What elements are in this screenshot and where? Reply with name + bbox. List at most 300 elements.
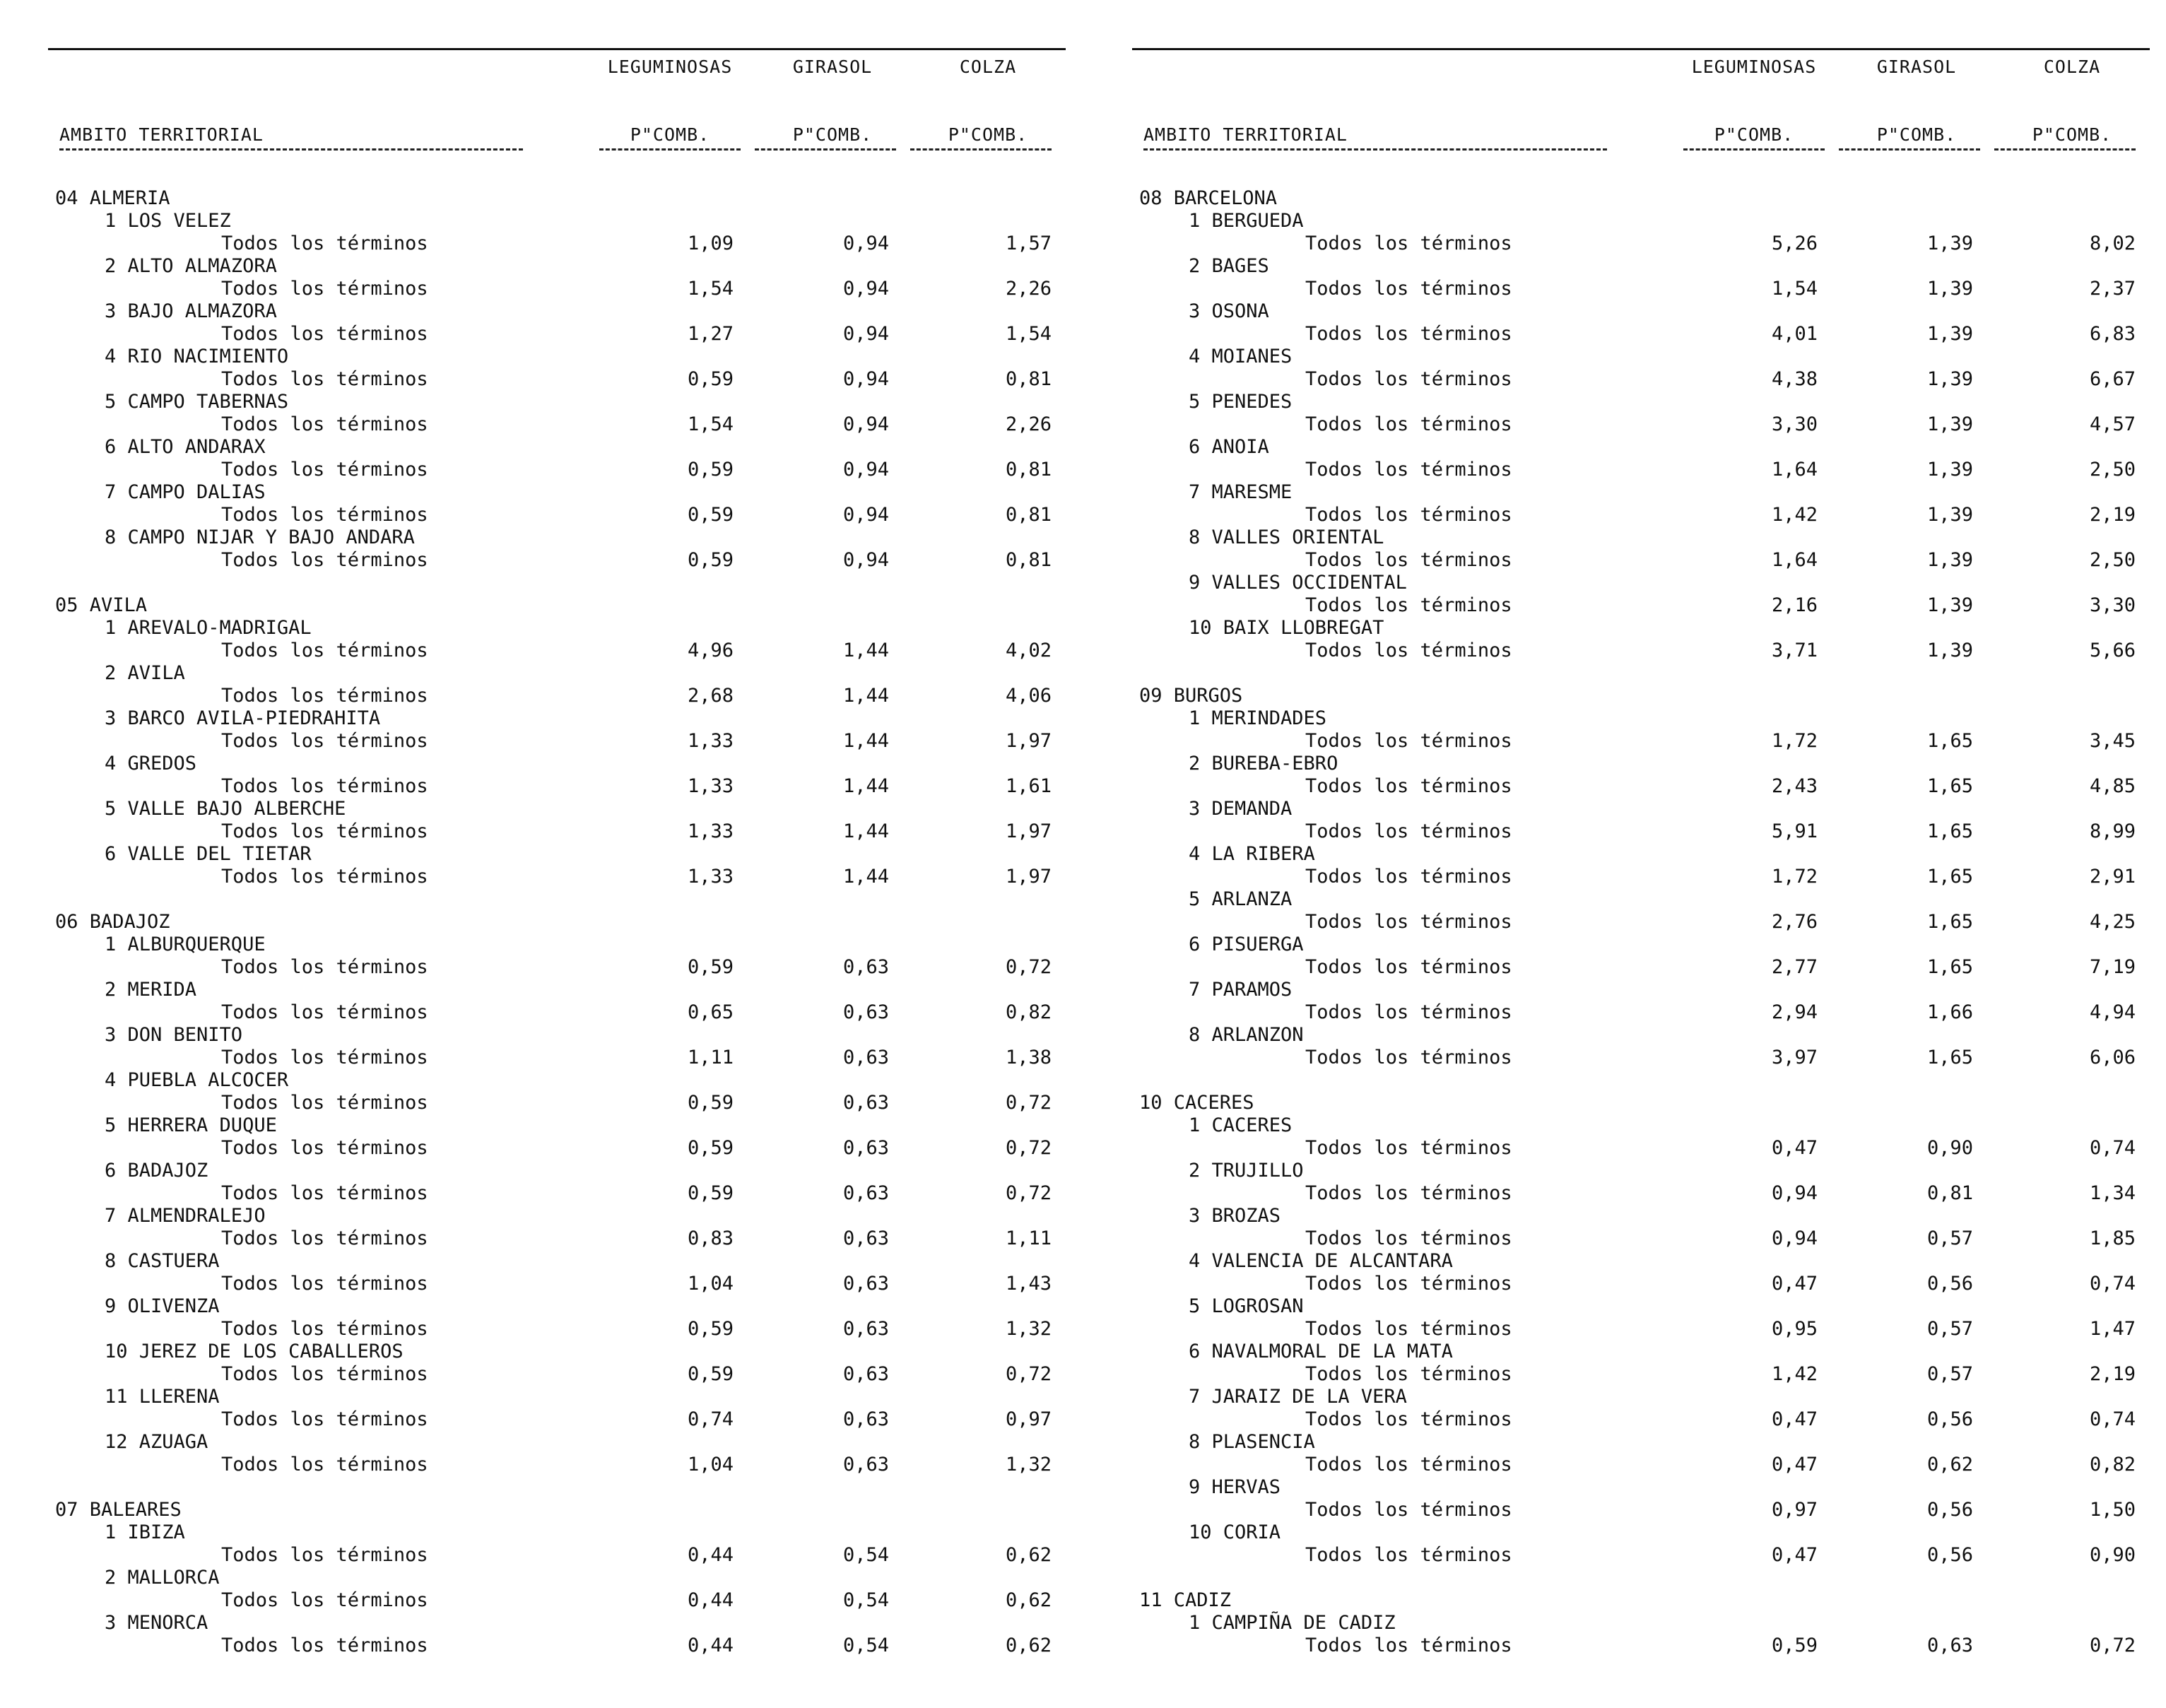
value-leguminosas: 2,43 [1771, 775, 1818, 797]
value-girasol: 0,94 [842, 504, 889, 526]
comarca-row: 1 LOS VELEZ [105, 210, 231, 232]
value-colza: 1,61 [1005, 775, 1052, 797]
comarca-row: 10 BAIX LLOBREGAT [1189, 617, 1384, 639]
value-girasol: 1,44 [842, 730, 889, 752]
value-leguminosas: 0,44 [687, 1635, 734, 1656]
terminos-row [48, 866, 1066, 888]
value-colza: 0,72 [1005, 1363, 1052, 1385]
comarca-row: 2 ALTO ALMAZORA [105, 255, 277, 277]
value-leguminosas: 0,59 [687, 1182, 734, 1204]
value-girasol: 1,44 [842, 820, 889, 842]
value-leguminosas: 3,30 [1771, 413, 1818, 435]
value-colza: 1,54 [1005, 323, 1052, 345]
comarca-row: 5 VALLE BAJO ALBERCHE [105, 798, 346, 820]
value-leguminosas: 4,96 [687, 640, 734, 661]
value-leguminosas: 0,59 [687, 1137, 734, 1159]
terminos-label: Todos los términos [1305, 323, 1512, 345]
terminos-row [1132, 1227, 2150, 1250]
table-body [1132, 187, 2150, 1657]
value-colza: 4,25 [2089, 911, 2136, 933]
terminos-label: Todos los términos [221, 1227, 428, 1249]
terminos-row [48, 413, 1066, 436]
terminos-row [48, 1047, 1066, 1069]
col-header-colza: COLZA [2043, 57, 2101, 77]
comarca-row: 8 PLASENCIA [1189, 1431, 1315, 1453]
terminos-row [1132, 594, 2150, 617]
comarca-row: 11 LLERENA [105, 1386, 220, 1408]
value-girasol: 0,63 [842, 1227, 889, 1249]
comarca-row: 1 IBIZA [105, 1521, 185, 1543]
value-girasol: 0,94 [842, 323, 889, 345]
terminos-label: Todos los términos [221, 323, 428, 345]
value-girasol: 0,63 [842, 1137, 889, 1159]
comarca-row: 1 AREVALO-MADRIGAL [105, 617, 312, 639]
value-girasol: 0,63 [842, 1047, 889, 1068]
top-rule [48, 48, 1066, 50]
value-leguminosas: 1,64 [1771, 549, 1818, 571]
comarca-row: 1 BERGUEDA [1189, 210, 1304, 232]
comarca-row: 5 ARLANZA [1189, 888, 1293, 910]
terminos-row [1132, 1408, 2150, 1431]
comarca-row: 5 LOGROSAN [1189, 1295, 1304, 1317]
value-leguminosas: 1,04 [687, 1273, 734, 1295]
value-colza: 0,90 [2089, 1544, 2136, 1566]
comarca-row: 6 ANOIA [1189, 436, 1269, 458]
value-girasol: 1,39 [1926, 594, 1973, 616]
terminos-label: Todos los términos [221, 820, 428, 842]
value-colza: 4,06 [1005, 685, 1052, 707]
comarca-row: 2 MERIDA [105, 979, 197, 1001]
value-colza: 2,26 [1005, 413, 1052, 435]
value-leguminosas: 2,77 [1771, 956, 1818, 978]
value-leguminosas: 2,68 [687, 685, 734, 707]
value-girasol: 0,56 [1926, 1544, 1973, 1566]
value-girasol: 1,39 [1926, 549, 1973, 571]
terminos-row [48, 730, 1066, 753]
terminos-row [48, 820, 1066, 843]
col-header-girasol: GIRASOL [1876, 57, 1957, 77]
value-colza: 6,06 [2089, 1047, 2136, 1068]
value-girasol: 1,39 [1926, 413, 1973, 435]
value-leguminosas: 0,47 [1771, 1408, 1818, 1430]
terminos-row [1132, 413, 2150, 436]
terminos-label: Todos los términos [1305, 368, 1512, 390]
province-row: 04 ALMERIA [55, 187, 170, 209]
value-leguminosas: 0,83 [687, 1227, 734, 1249]
value-leguminosas: 0,74 [687, 1408, 734, 1430]
value-girasol: 0,94 [842, 459, 889, 481]
province-row: 07 BALEARES [55, 1499, 182, 1521]
terminos-row [1132, 459, 2150, 481]
terminos-row [1132, 504, 2150, 526]
comarca-row: 4 PUEBLA ALCOCER [105, 1069, 289, 1091]
terminos-row [48, 1408, 1066, 1431]
comarca-row: 5 HERRERA DUQUE [105, 1114, 277, 1136]
table-body [48, 187, 1066, 1657]
value-leguminosas: 0,59 [687, 368, 734, 390]
value-colza: 4,02 [1005, 640, 1052, 661]
terminos-label: Todos los términos [1305, 1363, 1512, 1385]
terminos-label: Todos los términos [221, 278, 428, 300]
value-girasol: 0,81 [1926, 1182, 1973, 1204]
value-colza: 0,81 [1005, 368, 1052, 390]
value-colza: 2,91 [2089, 866, 2136, 888]
comarca-row: 8 VALLES ORIENTAL [1189, 526, 1384, 548]
value-colza: 0,97 [1005, 1408, 1052, 1430]
value-leguminosas: 2,16 [1771, 594, 1818, 616]
terminos-label: Todos los términos [221, 504, 428, 526]
comarca-row: 4 VALENCIA DE ALCANTARA [1189, 1250, 1453, 1272]
terminos-label: Todos los términos [221, 1318, 428, 1340]
terminos-row [1132, 1544, 2150, 1567]
terminos-row [1132, 1363, 2150, 1386]
value-girasol: 0,63 [842, 1454, 889, 1476]
value-girasol: 1,65 [1926, 1047, 1973, 1068]
terminos-row [1132, 1047, 2150, 1069]
terminos-row [1132, 1318, 2150, 1341]
comarca-row: 7 CAMPO DALIAS [105, 481, 266, 503]
comarca-row: 3 MENORCA [105, 1612, 208, 1634]
terminos-row [48, 1273, 1066, 1295]
terminos-row [1132, 1499, 2150, 1521]
value-colza: 1,38 [1005, 1047, 1052, 1068]
value-colza: 0,72 [1005, 1182, 1052, 1204]
value-colza: 8,99 [2089, 820, 2136, 842]
subheader-pcomb: P"COMB. [792, 124, 873, 145]
terminos-label: Todos los términos [221, 232, 428, 254]
terminos-label: Todos los términos [1305, 1635, 1512, 1656]
value-girasol: 1,44 [842, 685, 889, 707]
value-leguminosas: 0,59 [687, 459, 734, 481]
value-leguminosas: 3,97 [1771, 1047, 1818, 1068]
value-girasol: 0,56 [1926, 1408, 1973, 1430]
left-table [48, 0, 1087, 1708]
value-leguminosas: 1,33 [687, 730, 734, 752]
value-colza: 2,19 [2089, 504, 2136, 526]
value-girasol: 1,65 [1926, 775, 1973, 797]
value-colza: 4,94 [2089, 1001, 2136, 1023]
header-divider [1994, 148, 2136, 151]
terminos-row [1132, 911, 2150, 933]
value-colza: 1,11 [1005, 1227, 1052, 1249]
ambito-header: AMBITO TERRITORIAL [59, 124, 264, 145]
value-colza: 6,83 [2089, 323, 2136, 345]
comarca-row: 6 VALLE DEL TIETAR [105, 843, 312, 865]
comarca-row: 4 RIO NACIMIENTO [105, 346, 289, 367]
value-girasol: 1,65 [1926, 730, 1973, 752]
terminos-label: Todos los términos [1305, 820, 1512, 842]
value-leguminosas: 0,95 [1771, 1318, 1818, 1340]
value-girasol: 1,44 [842, 866, 889, 888]
value-girasol: 0,54 [842, 1544, 889, 1566]
comarca-row: 9 HERVAS [1189, 1476, 1281, 1498]
header-divider [910, 148, 1052, 151]
subheader-pcomb: P"COMB. [630, 124, 710, 145]
terminos-row [48, 323, 1066, 346]
value-colza: 1,32 [1005, 1454, 1052, 1476]
comarca-row: 3 BAJO ALMAZORA [105, 300, 277, 322]
value-leguminosas: 1,54 [1771, 278, 1818, 300]
value-leguminosas: 1,09 [687, 232, 734, 254]
value-girasol: 1,39 [1926, 232, 1973, 254]
terminos-label: Todos los términos [1305, 413, 1512, 435]
terminos-row [48, 640, 1066, 662]
col-header-leguminosas: LEGUMINOSAS [607, 57, 733, 77]
terminos-label: Todos los términos [1305, 504, 1512, 526]
terminos-label: Todos los términos [221, 730, 428, 752]
value-colza: 5,66 [2089, 640, 2136, 661]
comarca-row: 10 JEREZ DE LOS CABALLEROS [105, 1341, 404, 1362]
value-girasol: 1,44 [842, 775, 889, 797]
terminos-label: Todos los términos [1305, 278, 1512, 300]
value-leguminosas: 1,33 [687, 866, 734, 888]
value-colza: 0,72 [1005, 1092, 1052, 1114]
terminos-label: Todos los términos [1305, 1001, 1512, 1023]
terminos-label: Todos los términos [221, 1544, 428, 1566]
terminos-label: Todos los términos [1305, 459, 1512, 481]
value-colza: 2,50 [2089, 549, 2136, 571]
terminos-label: Todos los términos [1305, 1227, 1512, 1249]
comarca-row: 8 CAMPO NIJAR Y BAJO ANDARA [105, 526, 415, 548]
terminos-label: Todos los términos [221, 413, 428, 435]
value-colza: 3,45 [2089, 730, 2136, 752]
value-girasol: 0,94 [842, 278, 889, 300]
value-girasol: 0,63 [842, 1363, 889, 1385]
value-girasol: 1,39 [1926, 323, 1973, 345]
terminos-row [1132, 232, 2150, 255]
value-colza: 1,32 [1005, 1318, 1052, 1340]
comarca-row: 3 OSONA [1189, 300, 1269, 322]
value-colza: 1,57 [1005, 232, 1052, 254]
value-girasol: 0,63 [842, 956, 889, 978]
value-colza: 0,72 [2089, 1635, 2136, 1656]
value-girasol: 0,94 [842, 232, 889, 254]
value-girasol: 0,57 [1926, 1363, 1973, 1385]
subheader-pcomb: P"COMB. [1714, 124, 1794, 145]
value-colza: 1,47 [2089, 1318, 2136, 1340]
value-girasol: 0,63 [842, 1092, 889, 1114]
comarca-row: 7 MARESME [1189, 481, 1293, 503]
value-colza: 1,97 [1005, 866, 1052, 888]
comarca-row: 7 ALMENDRALEJO [105, 1205, 266, 1227]
terminos-row [48, 278, 1066, 300]
value-leguminosas: 0,59 [687, 504, 734, 526]
value-colza: 2,37 [2089, 278, 2136, 300]
terminos-label: Todos los términos [1305, 911, 1512, 933]
terminos-row [48, 956, 1066, 979]
terminos-label: Todos los términos [1305, 866, 1512, 888]
comarca-row: 8 ARLANZON [1189, 1024, 1304, 1046]
comarca-row: 9 VALLES OCCIDENTAL [1189, 572, 1407, 594]
terminos-row [48, 1318, 1066, 1341]
value-girasol: 0,90 [1926, 1137, 1973, 1159]
terminos-label: Todos los términos [1305, 1137, 1512, 1159]
comarca-row: 7 PARAMOS [1189, 979, 1293, 1001]
value-girasol: 1,44 [842, 640, 889, 661]
comarca-row: 3 BARCO AVILA-PIEDRAHITA [105, 707, 381, 729]
terminos-row [48, 459, 1066, 481]
terminos-label: Todos los términos [1305, 549, 1512, 571]
value-leguminosas: 0,59 [687, 549, 734, 571]
value-leguminosas: 2,76 [1771, 911, 1818, 933]
terminos-label: Todos los términos [1305, 1544, 1512, 1566]
value-leguminosas: 1,04 [687, 1454, 734, 1476]
terminos-label: Todos los términos [221, 685, 428, 707]
value-colza: 6,67 [2089, 368, 2136, 390]
terminos-row [48, 1182, 1066, 1205]
value-colza: 3,30 [2089, 594, 2136, 616]
value-girasol: 0,54 [842, 1589, 889, 1611]
terminos-row [48, 504, 1066, 526]
terminos-label: Todos los términos [221, 1635, 428, 1656]
header-divider [1683, 148, 1825, 151]
value-colza: 0,81 [1005, 549, 1052, 571]
terminos-label: Todos los términos [1305, 775, 1512, 797]
terminos-label: Todos los términos [1305, 1408, 1512, 1430]
comarca-row: 2 MALLORCA [105, 1567, 220, 1589]
comarca-row: 2 BUREBA-EBRO [1189, 753, 1338, 775]
comarca-row: 2 AVILA [105, 662, 185, 684]
value-girasol: 0,94 [842, 413, 889, 435]
value-girasol: 1,39 [1926, 640, 1973, 661]
header-divider [1143, 148, 1607, 151]
value-colza: 0,62 [1005, 1544, 1052, 1566]
value-girasol: 0,63 [842, 1182, 889, 1204]
value-leguminosas: 0,59 [687, 956, 734, 978]
ambito-header: AMBITO TERRITORIAL [1143, 124, 1348, 145]
terminos-label: Todos los términos [221, 1182, 428, 1204]
value-colza: 1,50 [2089, 1499, 2136, 1521]
value-colza: 1,43 [1005, 1273, 1052, 1295]
value-colza: 0,74 [2089, 1408, 2136, 1430]
value-colza: 2,26 [1005, 278, 1052, 300]
terminos-row [48, 1635, 1066, 1657]
terminos-label: Todos los términos [1305, 232, 1512, 254]
comarca-row: 6 NAVALMORAL DE LA MATA [1189, 1341, 1453, 1362]
terminos-label: Todos los términos [1305, 1454, 1512, 1476]
value-colza: 0,81 [1005, 459, 1052, 481]
value-leguminosas: 3,71 [1771, 640, 1818, 661]
comarca-row: 12 AZUAGA [105, 1431, 208, 1453]
value-leguminosas: 1,54 [687, 278, 734, 300]
comarca-row: 4 LA RIBERA [1189, 843, 1315, 865]
province-row: 08 BARCELONA [1139, 187, 1278, 209]
terminos-row [1132, 278, 2150, 300]
value-girasol: 1,66 [1926, 1001, 1973, 1023]
value-colza: 7,19 [2089, 956, 2136, 978]
value-leguminosas: 4,38 [1771, 368, 1818, 390]
comarca-row: 5 CAMPO TABERNAS [105, 391, 289, 413]
terminos-label: Todos los términos [1305, 1182, 1512, 1204]
terminos-label: Todos los términos [221, 1273, 428, 1295]
terminos-row [1132, 775, 2150, 798]
value-girasol: 1,39 [1926, 504, 1973, 526]
comarca-row: 2 TRUJILLO [1189, 1160, 1304, 1182]
value-leguminosas: 0,47 [1771, 1544, 1818, 1566]
value-girasol: 0,57 [1926, 1227, 1973, 1249]
terminos-row [1132, 1454, 2150, 1476]
subheader-pcomb: P"COMB. [1876, 124, 1957, 145]
terminos-label: Todos los términos [221, 1047, 428, 1068]
value-leguminosas: 1,42 [1771, 1363, 1818, 1385]
terminos-row [1132, 323, 2150, 346]
terminos-label: Todos los términos [221, 1137, 428, 1159]
value-colza: 0,81 [1005, 504, 1052, 526]
value-colza: 8,02 [2089, 232, 2136, 254]
comarca-row: 3 DEMANDA [1189, 798, 1293, 820]
value-leguminosas: 0,47 [1771, 1137, 1818, 1159]
value-girasol: 1,39 [1926, 368, 1973, 390]
comarca-row: 1 ALBURQUERQUE [105, 933, 266, 955]
value-colza: 0,72 [1005, 956, 1052, 978]
value-leguminosas: 4,01 [1771, 323, 1818, 345]
value-girasol: 0,56 [1926, 1499, 1973, 1521]
terminos-label: Todos los términos [1305, 1273, 1512, 1295]
value-girasol: 0,63 [842, 1318, 889, 1340]
comarca-row: 10 CORIA [1189, 1521, 1281, 1543]
value-colza: 0,62 [1005, 1589, 1052, 1611]
header-divider [755, 148, 896, 151]
value-colza: 0,74 [2089, 1137, 2136, 1159]
subheader-pcomb: P"COMB. [948, 124, 1028, 145]
terminos-label: Todos los términos [1305, 956, 1512, 978]
comarca-row: 5 PENEDES [1189, 391, 1293, 413]
value-leguminosas: 0,44 [687, 1544, 734, 1566]
terminos-label: Todos los términos [1305, 640, 1512, 661]
header-divider [599, 148, 741, 151]
terminos-row [48, 685, 1066, 707]
value-leguminosas: 1,72 [1771, 730, 1818, 752]
terminos-row [1132, 549, 2150, 572]
terminos-row [1132, 1635, 2150, 1657]
province-row: 06 BADAJOZ [55, 911, 170, 933]
terminos-label: Todos los términos [1305, 730, 1512, 752]
province-row: 11 CADIZ [1139, 1589, 1232, 1611]
header-divider [1839, 148, 1980, 151]
value-leguminosas: 1,42 [1771, 504, 1818, 526]
value-leguminosas: 0,94 [1771, 1182, 1818, 1204]
comarca-row: 1 MERINDADES [1189, 707, 1327, 729]
comarca-row: 7 JARAIZ DE LA VERA [1189, 1386, 1407, 1408]
subheader-pcomb: P"COMB. [2032, 124, 2112, 145]
terminos-label: Todos los términos [221, 1001, 428, 1023]
value-colza: 0,72 [1005, 1137, 1052, 1159]
comarca-row: 9 OLIVENZA [105, 1295, 220, 1317]
terminos-label: Todos los términos [221, 549, 428, 571]
terminos-label: Todos los términos [221, 640, 428, 661]
terminos-label: Todos los términos [221, 866, 428, 888]
value-leguminosas: 1,54 [687, 413, 734, 435]
value-leguminosas: 5,91 [1771, 820, 1818, 842]
value-girasol: 1,65 [1926, 911, 1973, 933]
value-colza: 1,97 [1005, 820, 1052, 842]
province-row: 09 BURGOS [1139, 685, 1243, 707]
value-girasol: 0,63 [842, 1408, 889, 1430]
terminos-row [48, 1227, 1066, 1250]
comarca-row: 6 BADAJOZ [105, 1160, 208, 1182]
value-colza: 0,62 [1005, 1635, 1052, 1656]
terminos-row [48, 1589, 1066, 1612]
terminos-row [1132, 866, 2150, 888]
province-row: 05 AVILA [55, 594, 148, 616]
col-header-leguminosas: LEGUMINOSAS [1691, 57, 1817, 77]
comarca-row: 6 PISUERGA [1189, 933, 1304, 955]
terminos-label: Todos los términos [1305, 1499, 1512, 1521]
header-divider [59, 148, 523, 151]
terminos-row [48, 1363, 1066, 1386]
terminos-label: Todos los términos [221, 1092, 428, 1114]
terminos-label: Todos los términos [221, 1454, 428, 1476]
